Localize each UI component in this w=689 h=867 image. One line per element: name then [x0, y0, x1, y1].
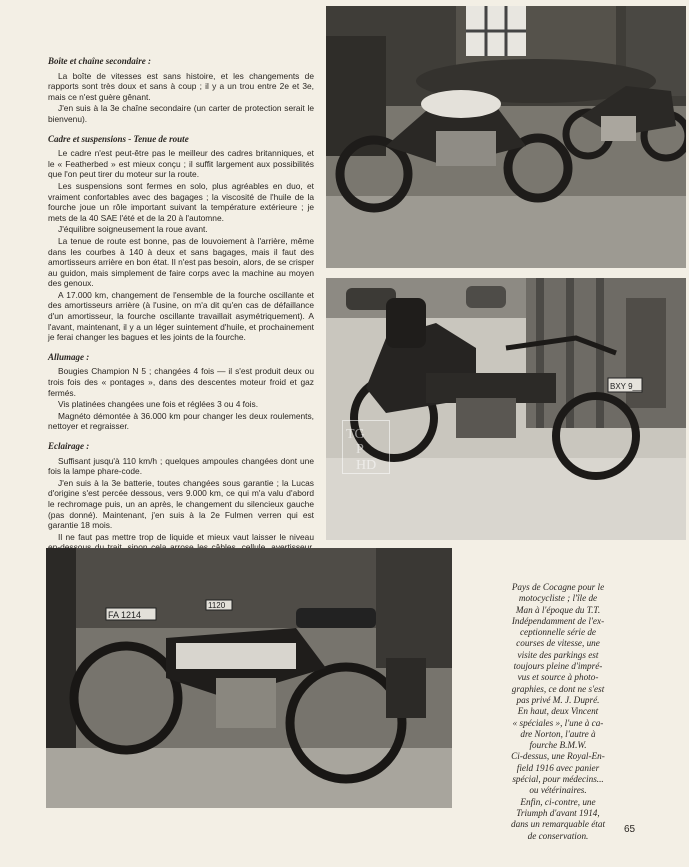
section-title: Eclairage : — [48, 441, 90, 451]
paragraph: La tenue de route est bonne, pas de louvoiement à l'arrière, même dans les courbes à 140 à deux et sans bagages, mais il faut des amortisseurs arrière en bon état. Il n'est pas besoin, alors, de se crisper au guidon, mais simplement de faire corps avec la machine au moyen des genoux. — [48, 235, 314, 289]
paragraph: Les suspensions sont fermes en solo, plus agréables en duo, et vraiment confortables avec des bagages ; la viscosité de l'huile de la fourche joue un rôle important suivant la température extérieure ; je mets de la 40 SAE l'été et de la 20 à l'automne. — [48, 180, 314, 223]
caption-line: Indépendamment de l'ex- — [511, 615, 605, 626]
caption-line: pas privé M. J. Dupré. — [516, 694, 600, 705]
section-ignition — [48, 352, 314, 432]
photo-caption — [478, 582, 638, 842]
paragraph: Il ne faut pas mettre trop de liquide et mieux vaut laisser le niveau — [58, 531, 314, 542]
section-title: Allumage : — [48, 351, 90, 362]
paragraph: J'en suis à la 3e chaîne secondaire (un carter de protection serait le bienvenu). — [48, 103, 314, 124]
svg-text:P: P — [356, 442, 364, 457]
caption-line: ceptionnelle série de — [519, 627, 597, 638]
caption-line: ou vétérinaires. — [529, 785, 587, 796]
paragraph: J'en suis à la 3e batterie, toutes changées sous garantie ; la Lucas d'origine s'est percée dessous, vers 9.000 km, ce qui m'a valu d'abord le rechromage puis, un an après, le changement du silencieux gauche (pas donné). Maintenant, j'en suis à la 2e Fulmen verren qui est garantie 18 mois. — [48, 477, 314, 531]
caption-line: En haut, deux Vincent — [517, 706, 599, 717]
svg-text:TG: TG — [346, 427, 365, 442]
caption-line: dre Norton, l'autre à — [520, 728, 596, 739]
plate-fa1214: FA 1214 — [108, 610, 142, 620]
caption-line: field 1916 avec panier — [516, 762, 600, 773]
caption-line: Man à l'époque du T.T. — [515, 604, 601, 615]
caption-line: dans un remarquable état — [511, 819, 605, 830]
caption-line: « spéciales », l'une à ca- — [512, 717, 604, 728]
caption-line: Triumph d'avant 1914, — [516, 807, 600, 818]
caption-line: Enfin, ci-contre, une — [520, 796, 596, 807]
caption-line: courses de vitesse, une — [516, 638, 600, 649]
caption-line: motocycliste ; l'île de — [518, 593, 598, 604]
caption-line: fourche B.M.W. — [529, 740, 587, 751]
paragraph: Vis platinées changées une fois et réglées 3 ou 4 fois. — [58, 399, 259, 410]
section-title: Boîte et chaîne secondaire : — [48, 56, 151, 66]
svg-text:HD: HD — [356, 458, 377, 473]
plate-1120: 1120 — [208, 601, 226, 610]
paragraph: Le cadre n'est peut-être pas le meilleur des cadres britanniques, et le « Featherbed » est mieux conçu ; il suffit largement aux possibilités que l'on peut tirer du moteur sur la route. — [48, 148, 314, 180]
caption-line: toujours pleine d'impré- — [513, 661, 603, 672]
paragraph: La boîte de vitesses est sans histoire, et les changements de rapports sont très doux et sans à coup ; il y a un trou entre 2e et 3e, mais ce n'est guère gênant. — [48, 70, 314, 102]
caption-line: de conservation. — [527, 830, 589, 841]
paragraph: Bougies Champion N 5 ; changées 4 fois — il s'est produit deux ou trois fois des « pontages », dans des descentes moteur froid et gaz fermés. — [48, 366, 314, 398]
caption-line: Ci-dessus, une Royal-En- — [511, 751, 605, 762]
plate-bxy: BXY 9__ — [610, 382, 642, 391]
section-gearbox — [48, 56, 314, 125]
paragraph: A 17.000 km, changement de l'ensemble de la fourche oscillante et des amortisseurs arrière (à l'usine, on m'a dit qu'en cas de défaillance d'un amortisseur, la fourche oscillante travaillait asymétriquement). A l'avant, maintenant, il y a un léger suintement d'huile, et prochainement je ferai changer les bagues et les joints de la fourche. — [48, 289, 314, 343]
caption-line: vus et source à photo- — [517, 672, 599, 683]
paragraph: J'équilibre soigneusement la roue avant. — [58, 224, 208, 235]
caption-line: visite des parkings est — [517, 649, 599, 660]
article-text-column — [48, 56, 314, 584]
page-number: 65 — [624, 824, 636, 835]
caption-line: spécial, pour médecins... — [512, 774, 604, 785]
section-frame — [48, 134, 314, 343]
watermark-logo — [342, 420, 390, 474]
photo-triumph — [46, 548, 452, 808]
paragraph: Magnéto démontée à 36.000 km pour changer les deux roulements, nettoyer et regraisser. — [48, 410, 314, 432]
section-title: Cadre et suspensions - Tenue de route — [48, 133, 189, 144]
photo-vincent-specials — [326, 6, 686, 268]
photo-royal-enfield — [326, 278, 686, 540]
paragraph: Suffisant jusqu'à 110 km/h ; quelques ampoules changées dont une fois la lampe phare-code. — [48, 455, 314, 477]
caption-line: Pays de Cocagne pour le — [511, 582, 605, 592]
caption-line: graphies, ce dont ne s'est — [511, 683, 605, 694]
